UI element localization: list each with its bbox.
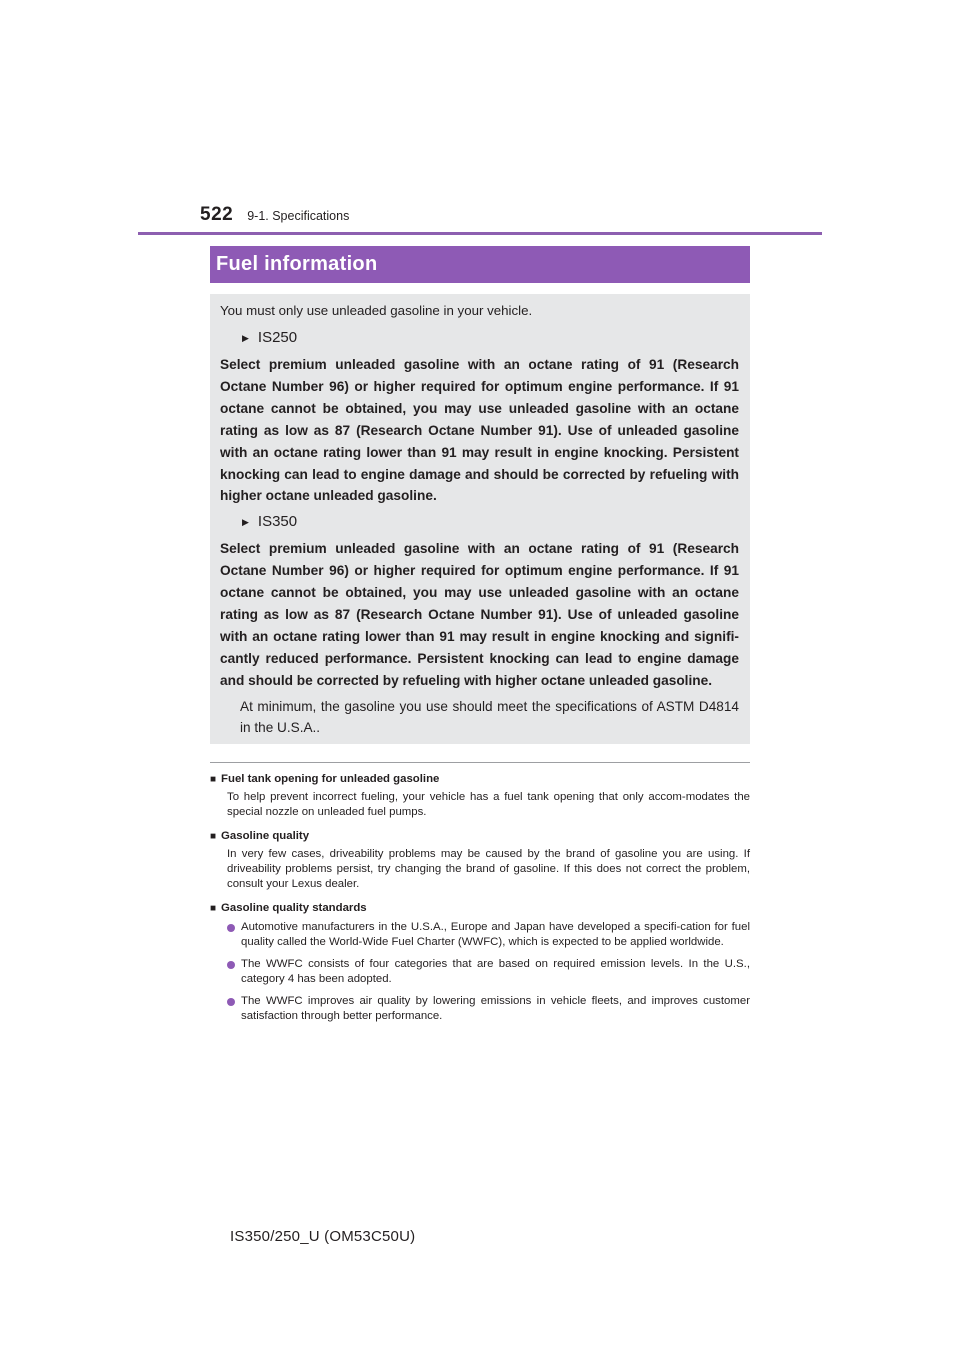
model-paragraph-is350: Select premium unleaded gasoline with an octane rating of 91 (Research Octane Number 96) or higher required for optimum engine performance. If 91 octane cannot be obtained, you may use unleaded gasoline with an octane rating as low as 87 (Research Octane Number 91). Use of unleaded gasoline with an octane rating lower than 91 may result in engine knocking and signifi-cantly reduced performance. Persistent knocking can lead to engine damage and should be corrected by refueling with higher octane unleaded gasoline. — [220, 541, 739, 688]
notes-section — [210, 772, 750, 1031]
note-heading-text: Fuel tank opening for unleaded gasoline — [221, 773, 440, 785]
model-label-is350 — [242, 511, 739, 533]
square-icon: ■ — [210, 774, 217, 785]
section-divider — [210, 762, 750, 763]
list-item — [227, 994, 750, 1024]
bullet-text: Automotive manufacturers in the U.S.A., Europe and Japan have developed a specifi-cation for fuel quality called the World-Wide Fuel Charter (WWFC), which is expected to be applied worldwide. — [241, 921, 750, 948]
circle-bullet-icon — [227, 961, 235, 969]
list-item — [227, 920, 750, 950]
box-intro: You must only use unleaded gasoline in your vehicle. — [220, 303, 533, 318]
note-heading-gasoline-quality — [210, 829, 750, 844]
model-paragraph-is250: Select premium unleaded gasoline with an octane rating of 91 (Research Octane Number 96) or higher required for optimum engine performance. If 91 octane cannot be obtained, you may use unleaded gasoline with an octane rating as low as 87 (Research Octane Number 91). Use of unleaded gasoline with an octane rating lower than 91 may result in engine knocking. Persistent knocking can lead to engine damage and should be corrected by refueling with higher octane unleaded gasoline. — [220, 357, 739, 504]
triangle-right-icon: ▶ — [242, 333, 249, 343]
section-reference: 9-1. Specifications — [247, 209, 350, 223]
note-heading-quality-standards — [210, 901, 750, 916]
model-label-is250 — [242, 327, 739, 349]
note-heading-fuel-tank — [210, 772, 750, 787]
triangle-right-icon: ▶ — [242, 517, 249, 528]
circle-bullet-icon — [227, 924, 235, 932]
note-body-gasoline-quality: In very few cases, driveability problems may be caused by the brand of gasoline you are using. If driveability problems persist, try changing the brand of gasoline. If this does not correct the problem, consult your Lexus dealer. — [227, 848, 750, 890]
list-item — [227, 957, 750, 987]
fuel-info-box — [210, 294, 750, 744]
astm-note: At minimum, the gasoline you use should meet the specifications of ASTM D4814 in the U.S.A.. — [240, 698, 739, 736]
circle-bullet-icon — [227, 998, 235, 1006]
bullet-text: The WWFC improves air quality by lowering emissions in vehicle fleets, and improves customer satisfaction through better performance. — [241, 995, 750, 1022]
note-body-fuel-tank: To help prevent incorrect fueling, your vehicle has a fuel tank opening that only accom-modates the special nozzle on unleaded fuel pumps. — [227, 791, 750, 818]
note-heading-text: Gasoline quality standards — [221, 902, 367, 914]
page-header — [200, 204, 349, 226]
note-heading-text: Gasoline quality — [221, 830, 310, 842]
square-icon: ■ — [210, 831, 217, 842]
square-icon: ■ — [210, 903, 217, 914]
page-title: Fuel information — [216, 253, 378, 275]
page-title-bar — [210, 246, 750, 283]
header-rule — [138, 232, 822, 235]
model-label-text: IS250 — [257, 329, 298, 346]
page-number: 522 — [200, 204, 234, 225]
page-footer: IS350/250_U (OM53C50U) — [230, 1228, 416, 1245]
model-label-text: IS350 — [257, 513, 298, 531]
bullet-text: The WWFC consists of four categories that are based on required emission levels. In the U.S., category 4 has been adopted. — [241, 958, 750, 985]
